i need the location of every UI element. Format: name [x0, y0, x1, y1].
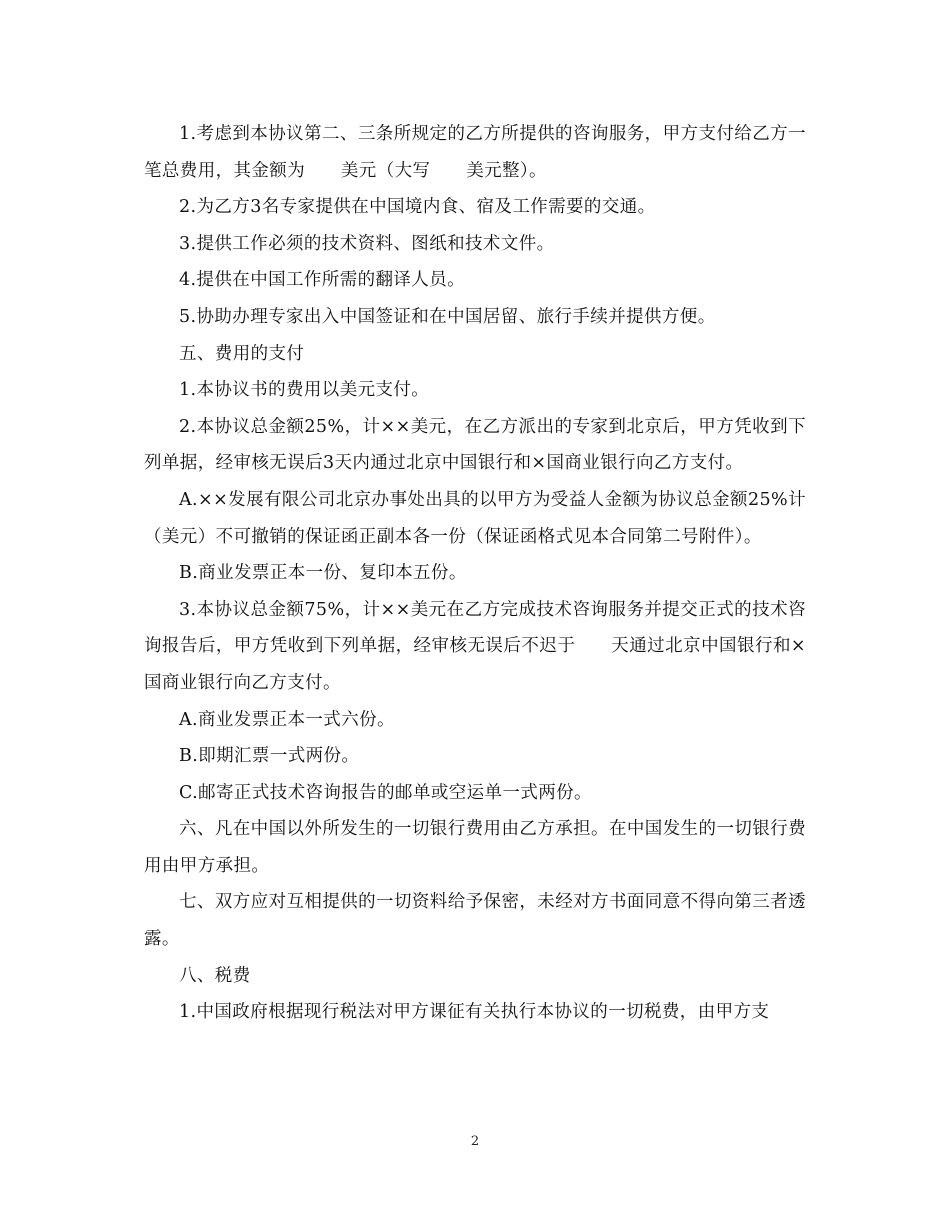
item-sight-draft: B.即期汇票一式两份。 — [179, 746, 360, 767]
item-guarantee-letter: A.××发展有限公司北京办事处出具的以甲方为受益人金额为协议总金额25%计（美元）不可撤销的保证函正副本各一份（保证函格式见本合同第二号附件）。 — [144, 489, 806, 547]
section-confidentiality: 七、双方应对互相提供的一切资料给予保密，未经对方书面同意不得向第三者透露。 — [144, 892, 806, 950]
clause-translators: 4.提供在中国工作所需的翻译人员。 — [179, 270, 465, 291]
clause-payment-first-installment: 2.本协议总金额25%，计××美元，在乙方派出的专家到北京后，甲方凭收到下列单据，经审核无误后3天内通过北京中国银行和×国商业银行向乙方支付。 — [144, 416, 806, 474]
page-number: 2 — [470, 1134, 480, 1149]
clause-fee-total: 1.考虑到本协议第二、三条所规定的乙方所提供的咨询服务，甲方支付给乙方一笔总费用，其金额为 美元（大写 美元整）。 — [144, 124, 806, 181]
clause-china-taxes: 1.中国政府根据现行税法对甲方课征有关执行本协议的一切税费，由甲方支 — [179, 1002, 770, 1023]
section-bank-charges: 六、凡在中国以外所发生的一切银行费用由乙方承担。在中国发生的一切银行费用由甲方承担。 — [144, 819, 806, 876]
clause-payment-second-installment: 3.本协议总金额75%，计××美元在乙方完成技术咨询服务并提交正式的技术咨询报告后，甲方凭收到下列单据，经审核无误后不迟于 天通过北京中国银行和×国商业银行向乙方支付。 — [144, 599, 806, 693]
section-heading-taxes: 八、税费 — [179, 965, 251, 986]
clause-technical-materials: 3.提供工作必须的技术资料、图纸和技术文件。 — [179, 233, 555, 254]
item-commercial-invoice-copies: B.商业发票正本一份、复印本五份。 — [179, 563, 467, 584]
item-commercial-invoice-six: A.商业发票正本一式六份。 — [179, 709, 395, 730]
clause-visa-assistance: 5.协助办理专家出入中国签证和在中国居留、旅行手续并提供方便。 — [179, 306, 716, 327]
clause-payment-currency: 1.本协议书的费用以美元支付。 — [179, 380, 430, 401]
document-body — [144, 116, 806, 1031]
item-airway-bill: C.邮寄正式技术咨询报告的邮单或空运单一式两份。 — [179, 782, 592, 803]
clause-expert-transport: 2.为乙方3名专家提供在中国境内食、宿及工作需要的交通。 — [179, 197, 656, 218]
section-heading-payment: 五、费用的支付 — [179, 343, 305, 364]
